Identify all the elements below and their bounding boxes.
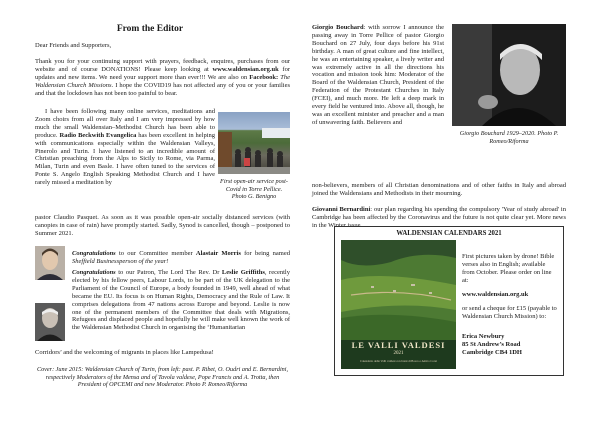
calendar-text-2: or send a cheque for £15 (payable to Waldensian Church Mission) to: <box>462 305 557 320</box>
calendar-text-1: First pictures taken by drone! Bible verses also in English; available from October. Please order on line at: <box>462 253 555 284</box>
editor-para-2: I have been following many online services, meditations and Zoom choirs from all over Italy and I am very impressed by how much the small Waldensian–Methodist Church has been able to produce. Radio Beckwith Evangelica has been excellent in helping with communications especially within the Waldensian Valleys, Pinerolo and Turin. I have listened to an incredible amount of Christian preaching from the Alps to Sicily to Rome, via Parma, Milan, Turin and even Basle. I have often tuned to the services of Ponte S. Angelo English Speaking Methodist Church and I have rarely missed a meditation by <box>35 108 216 187</box>
giorgio-photo-caption: Giorgio Bouchard 1929–2020. Photo P. Romeo/Riforma <box>459 130 559 145</box>
congrats-leslie: Congratulations to our Patron, The Lord The Rev. Dr Leslie Griffiths, recently elected by his fellow peers, Labour Lords, to be part of the UK delegation to the Parliament of the Council of Europe, a body founded in 1949, well ahead of what became the EU. Its focus is on Human Rights, Democracy and the Rule of Law. It comprises delegations from 47 nations across Europe and beyond. Leslie is now one of the permanent members of the Committee that deals with Migrations, Refugees and displaced people and hopefully he will make well known the work of the Waldensian Methodist Church in organising the ‘Humanitarian <box>72 269 290 332</box>
calendar-cover-title: LE VALLI VALDESI <box>351 340 446 350</box>
calendar-address <box>462 333 557 357</box>
calendar-box <box>334 226 564 376</box>
open-air-service-photo <box>218 112 290 174</box>
giorgio-bouchard-text-cont: non-believers, members of all Christian denominations and of other faiths in Italy and abroad joined the Waldensians and Methodists in their mourning. <box>312 182 566 197</box>
giorgio-bouchard-text: Giorgio Bouchard: with sorrow I announce the passing away in Torre Pellice of pastor Giorgio Bouchard on 27 July, four days before his 91st birthday. A man of great culture and fine intellect, he was an entertaining speaker, a lively writer and was extremely active in all the directions his vocation and mission took him: Moderator of the Board of the Waldensian Church, President of the Federation of the Protestant Churches in Italy (FCEI), and much more. He left a deep mark in every field he ventured into. Above all, though, he was an excellent minister and preacher and a man of unwavering faith. Believers and <box>312 24 444 126</box>
giorgio-bouchard-photo <box>452 24 566 126</box>
editor-title: From the Editor <box>116 24 184 34</box>
address-line-1: Erica Newbury <box>462 333 505 340</box>
congrats-alastair: Congratulations to our Committee member Alastair Morris for being named Sheffield Businessperson of the year! <box>72 250 290 265</box>
salutation: Dear Friends and Supporters, <box>35 42 112 49</box>
address-line-3: Cambridge CB4 1DH <box>462 348 522 356</box>
giovanni-bernardini-text: Giovanni Bernardini: our plan regarding his spending the compulsory 'Year of study abroad' in Cambridge has been affected by the Coronavirus and the future is not quite clear yet. More news in the Winter issue. <box>312 206 566 229</box>
cover-caption: Cover: June 2015: Waldensian Church of Turin, from left: past. P. Ribet, O. Oudri and E. Bernardini, respectively Moderators of the Mensa and of Tavola valdese, Pope Francis and A. Trotta, then President of OPCEMI and new Moderator. Photo P. Romeo/Riforma <box>36 366 289 389</box>
calendar-cover-year: 2021 <box>393 351 404 356</box>
calendar-title: WALDENSIAN CALENDARS 2021 <box>396 230 502 237</box>
editor-para-2-cont: pastor Claudio Pasquet. As soon as it was possible open-air socially distanced services (with canopies in case of rain) have promptly started. Sadly, Synod is cancelled, though – postponed to Summer 2021. <box>35 214 290 237</box>
address-line-2: 85 St Andrew’s Road <box>462 340 521 348</box>
open-air-photo-caption: First open-air service post-Covid in Torre Pellice. Photo G. Benigno <box>220 178 288 201</box>
calendar-cover-subtitle: Calendario delle Valli valdesi con brani di Bosco e Amico Corsi <box>360 359 437 363</box>
alastair-morris-photo <box>35 246 65 280</box>
calendar-cover-image <box>341 240 456 369</box>
editor-para-1: Thank you for your continuing support with prayers, feedback, enquires, purchases from our website and of course DONATIONS! Please keep looking at www.waldensian.org.uk for updates and new items. We need your support more than ever!!! We are also on Facebook: The Waldensian Church Missions. I hope the COVID19 has not affected any of you or your families and that the lockdown has not been too painful to bear. <box>35 58 291 97</box>
leslie-griffiths-photo <box>35 303 65 341</box>
congrats-leslie-end: Corridors’ and the welcoming of migrants in places like Lampedusa! <box>35 349 214 356</box>
calendar-website-link[interactable]: www.waldensian.org.uk <box>462 291 529 298</box>
